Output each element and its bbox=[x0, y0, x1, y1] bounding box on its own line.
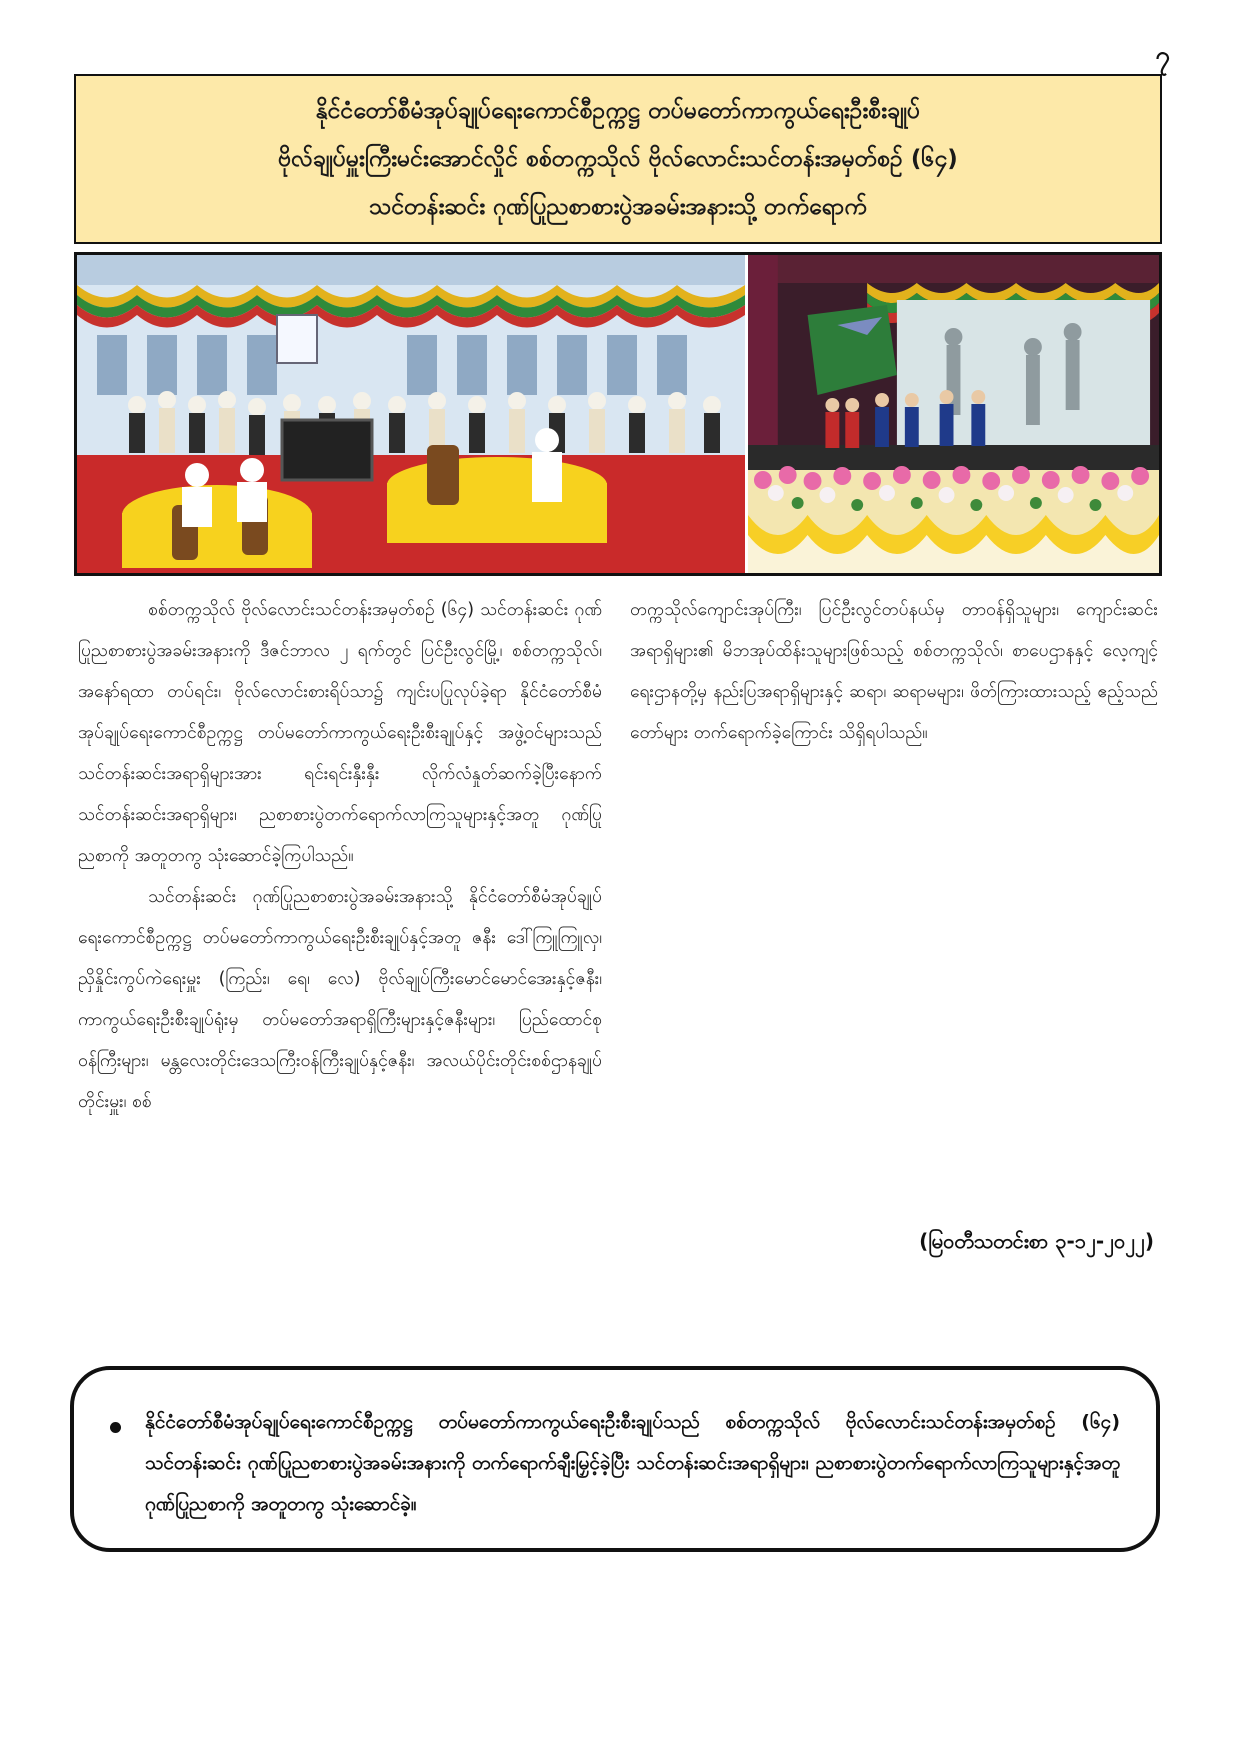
headline-box bbox=[74, 74, 1162, 244]
banquet-hall-photo bbox=[77, 255, 748, 573]
photo-strip bbox=[74, 252, 1162, 576]
headline-line-1: နိုင်ငံတော်စီမံအုပ်ချုပ်ရေးကောင်စီဥက္ကဋ္ဌ တပ်မတော်ကာကွယ်ရေးဦးစီးချုပ် bbox=[315, 98, 921, 124]
article-right-column bbox=[630, 590, 1158, 754]
stage-performance-illustration bbox=[748, 255, 1159, 573]
article-paragraph-2: သင်တန်းဆင်း ဂုဏ်ပြုညစာစားပွဲအခမ်းအနားသို့ နိုင်ငံတော်စီမံအုပ်ချုပ်ရေးကောင်စီဥက္ကဋ္ဌ တပ်မတော်ကာကွယ်ရေးဦးစီးချုပ်နှင့်အတူ ဇနီး ဒေါ်ကြူကြူလှ၊ ညှိနှိုင်းကွပ်ကဲရေးမှူး (ကြည်း၊ ရေ၊ လေ) ဗိုလ်ချုပ်ကြီးမောင်မောင်အေးနှင့်ဇနီး၊ ကာကွယ်ရေးဦးစီးချုပ်ရုံးမှ တပ်မတော်အရာရှိကြီးများနှင့်ဇနီးများ၊ ပြည်ထောင်စုဝန်ကြီးများ၊ မန္တလေးတိုင်းဒေသကြီးဝန်ကြီးချုပ်နှင့်ဇနီး၊ အလယ်ပိုင်းတိုင်းစစ်ဌာနချုပ်တိုင်းမှူး၊ စစ် bbox=[78, 887, 602, 1112]
summary-text: နိုင်ငံတော်စီမံအုပ်ချုပ်ရေးကောင်စီဥက္ကဋ္ဌ တပ်မတော်ကာကွယ်ရေးဦးစီးချုပ်သည် စစ်တက္ကသိုလ် ဗိုလ်လောင်းသင်တန်းအမှတ်စဉ် (၆၄) သင်တန်းဆင်း ဂုဏ်ပြုညစာစားပွဲအခမ်းအနားကို တက်ရောက်ချီးမြှင့်ခဲ့ပြီး သင်တန်းဆင်းအရာရှိများ၊ ညစာစားပွဲတက်ရောက်လာကြသူများနှင့်အတူ ဂုဏ်ပြုညစာကို အတူတကွ သုံးဆောင်ခဲ့။ bbox=[145, 1411, 1120, 1515]
bullet-icon bbox=[110, 1422, 121, 1433]
article-paragraph-1: စစ်တက္ကသိုလ် ဗိုလ်လောင်းသင်တန်းအမှတ်စဉ် (၆၄) သင်တန်းဆင်း ဂုဏ်ပြုညစာစားပွဲအခမ်းအနားကို ဒီဇင်ဘာလ ၂ ရက်တွင် ပြင်ဦးလွင်မြို့၊ စစ်တက္ကသိုလ်၊ အနော်ရထာ တပ်ရင်း၊ ဗိုလ်လောင်းစားရိပ်သာ၌ ကျင်းပပြုလုပ်ခဲ့ရာ နိုင်ငံတော်စီမံအုပ်ချုပ်ရေးကောင်စီဥက္ကဋ္ဌ တပ်မတော်ကာကွယ်ရေးဦးစီးချုပ်နှင့် အဖွဲ့ဝင်များသည် သင်တန်းဆင်းအရာရှိများအား ရင်းရင်းနှီးနှီး လိုက်လံနှုတ်ဆက်ခဲ့ပြီးနောက် သင်တန်းဆင်းအရာရှိများ၊ ညစာစားပွဲတက်ရောက်လာကြသူများနှင့်အတူ ဂုဏ်ပြုညစာကို အတူတကွ သုံးဆောင်ခဲ့ကြပါသည်။ bbox=[78, 600, 602, 866]
source-citation: (မြဝတီသတင်းစာ ၃-၁၂-၂၀၂၂) bbox=[919, 1229, 1154, 1253]
headline-line-3: သင်တန်းဆင်း ဂုဏ်ပြုညစာစားပွဲအခမ်းအနားသို့ တက်ရောက် bbox=[369, 194, 867, 220]
page-number: ၇ bbox=[1155, 41, 1170, 71]
stage-performance-photo bbox=[748, 255, 1159, 573]
article-left-column bbox=[78, 590, 602, 1123]
headline-line-2: ဗိုလ်ချုပ်မှူးကြီးမင်းအောင်လှိုင် စစ်တက္ကသိုလ် ဗိုလ်လောင်းသင်တန်းအမှတ်စဉ် (၆၄) bbox=[278, 146, 958, 172]
summary-box bbox=[70, 1366, 1160, 1552]
article-paragraph-3: တက္ကသိုလ်ကျောင်းအုပ်ကြီး၊ ပြင်ဦးလွင်တပ်နယ်မှ တာဝန်ရှိသူများ၊ ကျောင်းဆင်းအရာရှိများ၏ မိဘအုပ်ထိန်းသူများဖြစ်သည့် စစ်တက္ကသိုလ်၊ စာပေဌာနနှင့် လေ့ကျင့်ရေးဌာနတို့မှ နည်းပြအရာရှိများနှင့် ဆရာ၊ ဆရာမများ၊ ဖိတ်ကြားထားသည့် ဧည့်သည်တော်များ တက်ရောက်ခဲ့ကြောင်း သိရှိရပါသည်။ bbox=[630, 600, 1158, 743]
banquet-hall-illustration bbox=[77, 255, 745, 573]
